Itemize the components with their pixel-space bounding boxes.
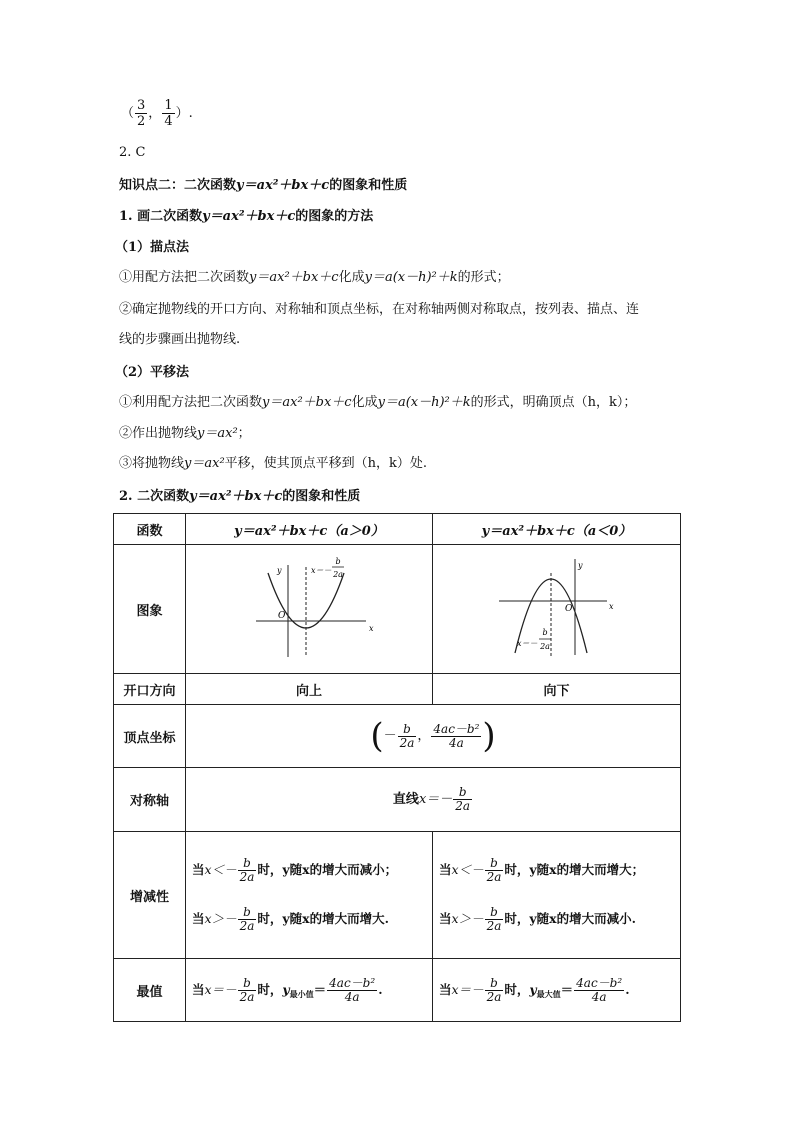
monotonicity-positive: 当x＜－ $\frac{b}{2a}$ 时，y随x的增大而减小； 当x＞－ $\frac{b}{2a}$ 时，y随x的增大而增大. xyxy=(186,832,433,959)
fraction: $\frac{b}{2a}$ xyxy=(455,785,471,813)
opening-up: 向上 xyxy=(186,674,433,705)
method-2-title: （2）平移法 xyxy=(115,365,190,380)
parabola-down-graph xyxy=(433,545,681,669)
x-axis-label: x xyxy=(609,602,614,611)
table-row xyxy=(114,768,681,832)
row-label-monotonicity: 增减性 xyxy=(114,832,186,959)
section-2-heading: 2. 二次函数y＝ax²＋bx＋c的图象和性质 xyxy=(119,489,361,504)
method-2-step-2: ②作出抛物线y＝ax²； xyxy=(119,426,251,441)
quadratic-properties-table xyxy=(113,513,681,1022)
table-row xyxy=(114,545,681,674)
axis-formula: 直线x＝－ $\frac{b}{2a}$ xyxy=(186,768,681,832)
table-row xyxy=(114,832,681,959)
table-row xyxy=(114,959,681,1022)
table-row xyxy=(114,674,681,705)
fraction: $\frac{\text{4ac－b²}}{4a}$ xyxy=(433,721,480,750)
coordinate-answer: （ $\frac{3}{2}$ ， $\frac{1}{4}$ ）. xyxy=(121,98,193,129)
header-a-positive: y＝ax²＋bx＋c（a＞0） xyxy=(186,514,433,545)
fraction: $\frac{1}{4}$ xyxy=(164,98,173,129)
table-row xyxy=(114,705,681,768)
row-label-opening: 开口方向 xyxy=(114,674,186,705)
method-2-step-3: ③将抛物线y＝ax²平移，使其顶点平移到（h，k）处. xyxy=(119,456,428,471)
graph-cell-up xyxy=(186,545,433,674)
method-2-step-1: ①利用配方法把二次函数y＝ax²＋bx＋c化成y＝a(x－h)²＋k的形式，明确顶点（h，k）； xyxy=(119,395,637,410)
method-1-step-2-line-1: ②确定抛物线的开口方向、对称轴和顶点坐标，在对称轴两侧对称取点，按列表、描点、连 xyxy=(119,302,640,317)
symmetry-label: x＝－ xyxy=(517,639,538,648)
row-label-axis: 对称轴 xyxy=(114,768,186,832)
svg-text:b: b xyxy=(542,628,548,637)
monotonicity-negative: 当x＜－ $\frac{b}{2a}$ 时，y随x的增大而增大； 当x＞－ $\frac{b}{2a}$ 时，y随x的增大而减小. xyxy=(433,832,681,959)
row-label-extremum: 最值 xyxy=(114,959,186,1022)
method-1-step-2-line-2: 线的步骤画出抛物线. xyxy=(119,332,241,347)
fraction: $\frac{b}{2a}$ xyxy=(399,721,415,750)
row-label-graph: 图象 xyxy=(114,545,186,674)
svg-text:2a: 2a xyxy=(333,570,343,579)
method-1-title: （1）描点法 xyxy=(115,240,190,255)
graph-cell-down xyxy=(433,545,681,674)
table-row xyxy=(114,514,681,545)
header-a-negative: y＝ax²＋bx＋c（a＜0） xyxy=(433,514,681,545)
y-axis-label: y xyxy=(578,561,583,570)
header-function: 函数 xyxy=(114,514,186,545)
svg-text:b: b xyxy=(335,557,341,566)
row-label-vertex: 顶点坐标 xyxy=(114,705,186,768)
svg-text:2a: 2a xyxy=(540,642,550,651)
fraction: $\frac{3}{2}$ xyxy=(137,98,146,129)
origin-label: O xyxy=(565,604,573,614)
vertex-formula: (－ $\frac{b}{2a}$ ， $\frac{\text{4ac－b²}}{4a}$ ) xyxy=(186,705,681,768)
knowledge-point-2-title: 知识点二：二次函数y＝ax²＋bx＋c的图象和性质 xyxy=(119,178,408,193)
origin-label: O xyxy=(278,611,286,621)
extremum-positive: 当x＝－ $\frac{b}{2a}$ 时，$y_{最小值}=$ $\frac{\text{4ac－b²}}{4a}$ . xyxy=(186,959,433,1022)
symmetry-label: x＝－ xyxy=(311,566,332,575)
y-axis-label: y xyxy=(277,566,282,575)
method-1-step-1: ①用配方法把二次函数y＝ax²＋bx＋c化成y＝a(x－h)²＋k的形式； xyxy=(119,270,510,285)
x-axis-label: x xyxy=(369,624,374,633)
section-1-heading: 1. 画二次函数y＝ax²＋bx＋c的图象的方法 xyxy=(119,209,374,224)
parabola-up-graph xyxy=(186,545,433,669)
extremum-negative: 当x＝－ $\frac{b}{2a}$ 时，$y_{最大值}=$ $\frac{\text{4ac－b²}}{4a}$ . xyxy=(433,959,681,1022)
answer-2: 2. C xyxy=(119,145,146,160)
opening-down: 向下 xyxy=(433,674,681,705)
